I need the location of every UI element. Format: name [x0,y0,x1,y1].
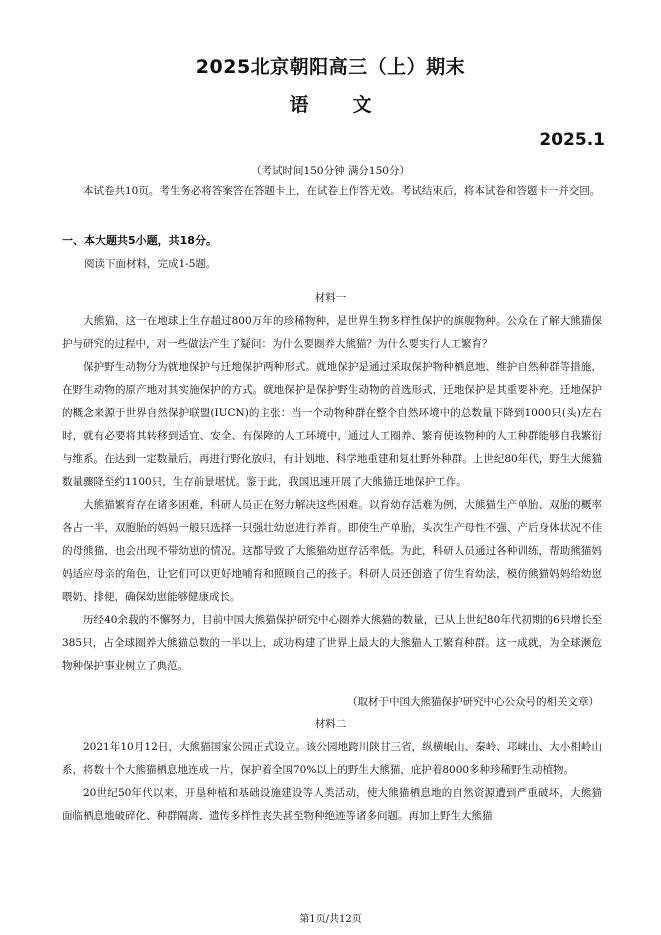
exam-notice: 本试卷共10页。考生务必将答案答在答题卡上，在试卷上作答无效。考试结束后，将本试卷和答题卡一并交回。 [83,185,601,197]
material-1-paragraph: 历经40余载的不懈努力，目前中国大熊猫保护研究中心圈养大熊猫的数量，已从上世纪80年代初期的6只增长至385只，占全球圈养大熊猫总数的一半以上，成功构建了世界上最大的大熊猫人工繁育种群。这一成就，为全球濒危物种保护事业树立了典范。 [62,614,602,672]
page-indicator: 第1页/共12页 [299,914,362,925]
exam-notice-block [62,180,602,203]
material-2-body [62,736,602,828]
section-instruction: 阅读下面材料，完成1-5题。 [84,258,217,270]
subject-title: 语文 [289,94,416,116]
exam-date: 2025.1 [539,130,605,150]
material-1-source: （取材于中国大熊猫保护研究中心公众号的相关文章） [347,696,599,708]
material-1-paragraph: 大熊猫繁育存在诸多困难，科研人员正在努力解决这些困难。以育幼存活难为例，大熊猫生产单胎、双胎的概率各占一半，双胞胎的妈妈一般只选择一只强壮幼崽进行养育。即使生产单胎，头次生产母性不强、产后身体状况不佳的母熊猫，也会出现不带幼崽的情况。这都导致了大熊猫幼崽存活率低。为此，科研人员通过各种训练，帮助熊猫妈妈适应母亲的角色，让它们可以更好地哺育和照顾自己的孩子。科研人员还创造了仿生育幼法，模仿熊猫妈妈给幼崽喂奶、排便，确保幼崽能够健康成长。 [62,499,602,603]
material-2-title: 材料二 [314,718,347,730]
material-2-paragraph: 20世纪50年代以来，开垦种植和基础设施建设等人类活动，使大熊猫栖息地的自然资源遭到严重破坏，大熊猫面临栖息地破碎化、种群隔离、遗传多样性丧失甚至物种绝迹等诸多问题。再加上野生大熊猫 [62,787,602,822]
material-1-body [62,310,602,678]
material-2-paragraph: 2021年10月12日，大熊猫国家公园正式设立。该公园地跨川陕甘三省，纵横岷山、秦岭、邛崃山、大小相岭山系，将数十个大熊猫栖息地连成一片，保护着全国70%以上的野生大熊猫，庇护着8000多种珍稀野生动植物。 [62,741,602,776]
exam-info: （考试时间150分钟 满分150分） [251,165,410,177]
exam-title: 2025北京朝阳高三（上）期末 [195,56,466,78]
section-heading: 一、本大题共5小题，共18分。 [62,234,217,247]
material-1-title: 材料一 [314,292,347,304]
material-1-paragraph: 保护野生动物分为就地保护与迁地保护两种形式。就地保护是通过采取保护物种栖息地、维护自然种群等措施，在野生动物的原产地对其实施保护的方式。就地保护是保护野生动物的首选形式，迁地保护是其重要补充。迁地保护的概念来源于世界自然保护联盟(IUCN)的主张：当一个动物种群在整个自然环境中的总数量下降到1000只(头)左右时，就有必要将其转移到适宜、安全、有保障的人工环境中，通过人工圈养、繁育使该物种的人工种群能够自我繁衍与维系。在达到一定数量后，再进行野化放归，有计划地、科学地重建和复壮野外种群。上世纪80年代，野生大熊猫数量骤降至约1100只，生存前景堪忧。鉴于此，我国迅速开展了大熊猫迁地保护工作。 [62,361,602,488]
material-1-paragraph: 大熊猫，这一在地球上生存超过800万年的珍稀物种，是世界生物多样性保护的旗舰物种。公众在了解大熊猫保护与研究的过程中，对一些做法产生了疑问：为什么要圈养大熊猫？为什么要实行人工繁育？ [62,315,602,350]
